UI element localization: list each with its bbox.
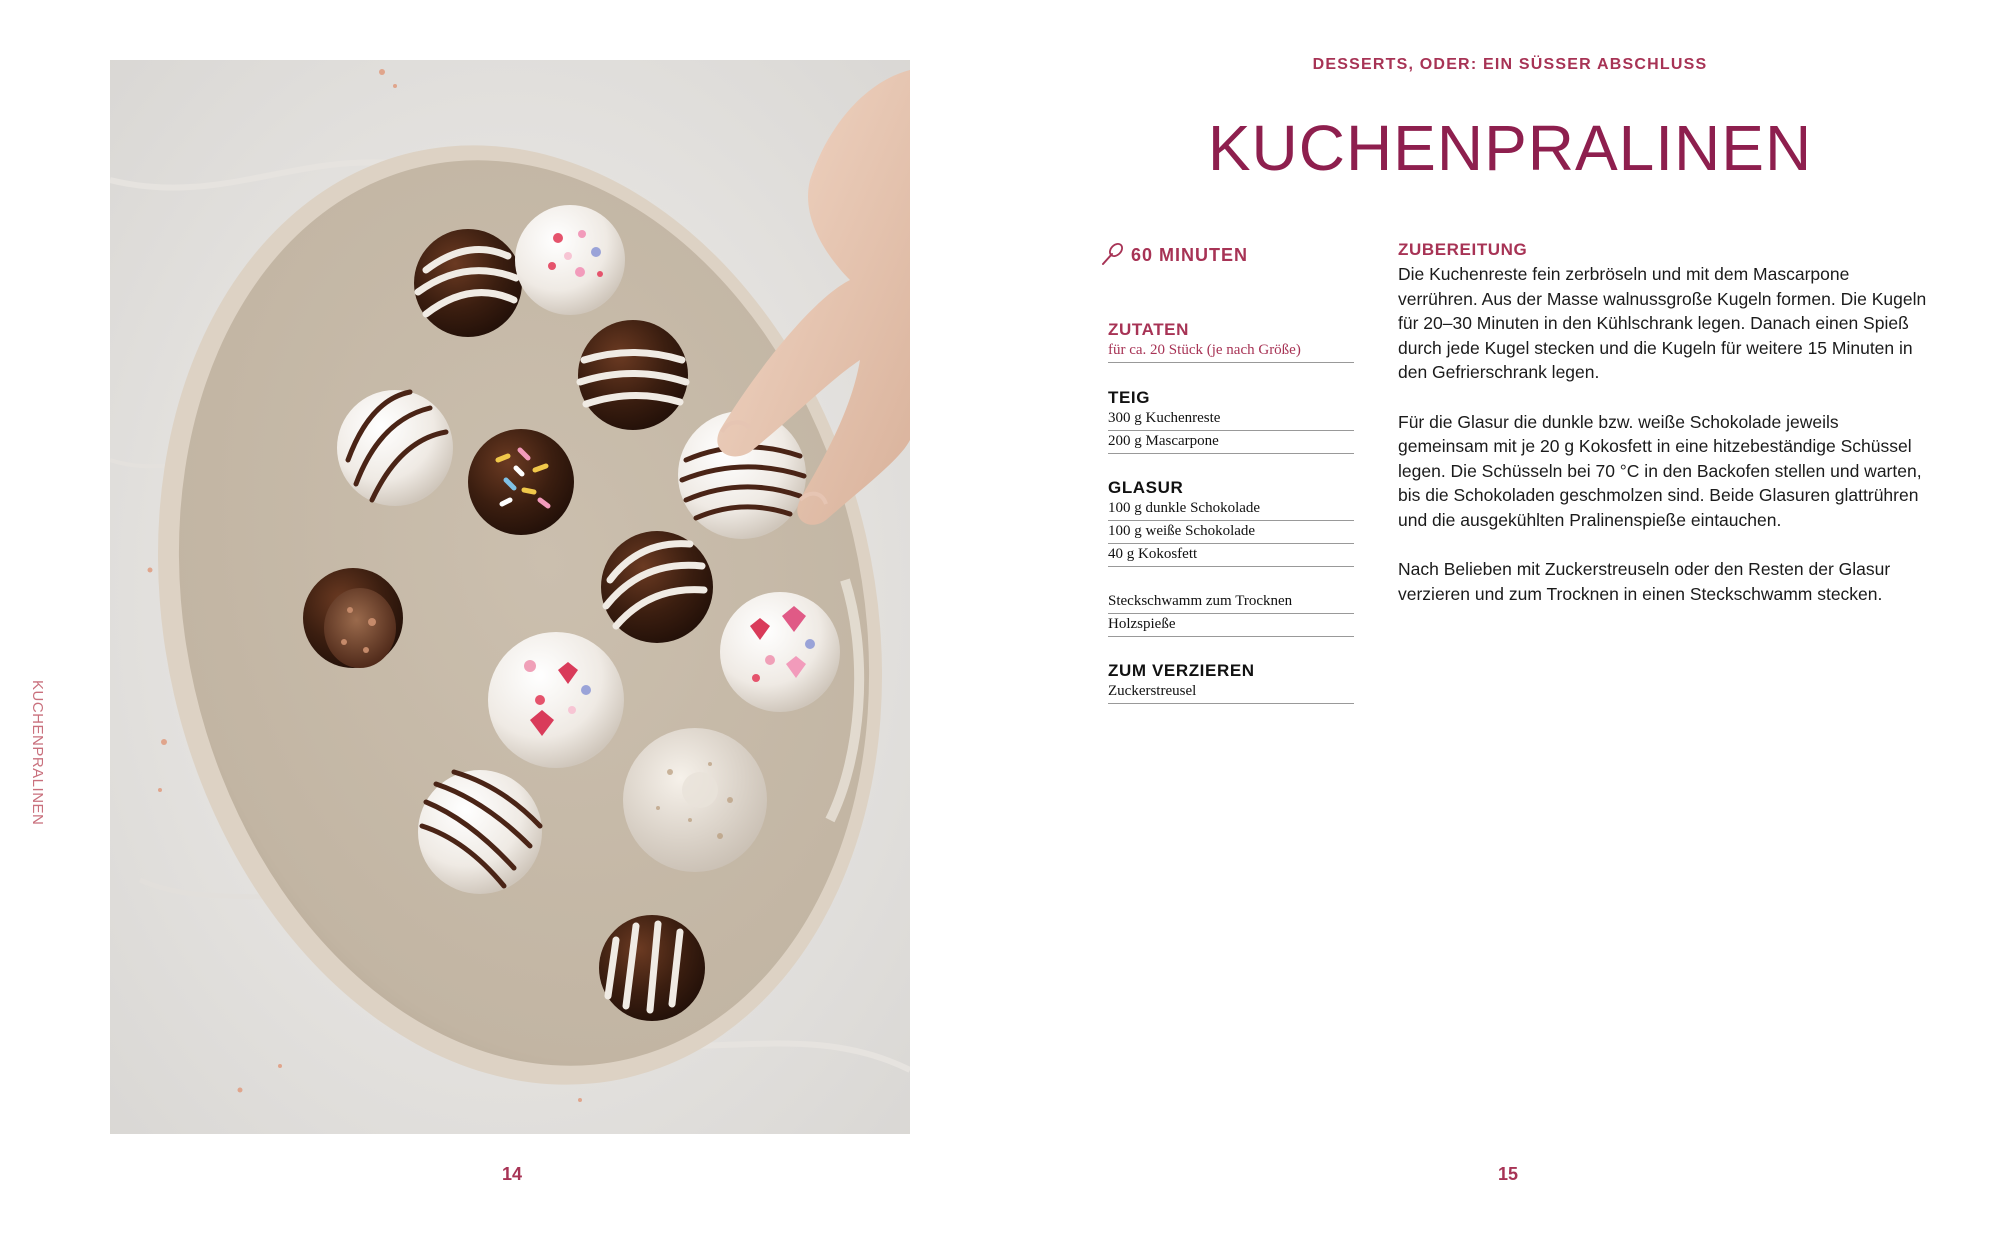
ingredients-column [1108, 320, 1354, 704]
praline-dark-striped [414, 229, 522, 337]
verzieren-heading: ZUM VERZIEREN [1108, 661, 1255, 680]
praline-sugar-coated [623, 728, 767, 872]
page-number-right: 15 [1497, 1164, 1519, 1184]
whisk-icon [1099, 242, 1125, 268]
tool-item: Holzspieße [1108, 614, 1354, 637]
ingredient-item: 100 g weiße Schokolade [1108, 521, 1354, 544]
praline-white-striped [418, 770, 542, 894]
cooking-time-label: 60 MINUTEN [1131, 244, 1249, 265]
praline-dark-striped [578, 320, 688, 430]
ingredient-item: 300 g Kuchenreste [1108, 408, 1354, 431]
ingredient-item: 200 g Mascarpone [1108, 431, 1354, 454]
teig-heading: TEIG [1108, 388, 1151, 407]
glasur-heading: GLASUR [1108, 478, 1184, 497]
praline-dark-sprinkles [468, 429, 574, 535]
recipe-title: KUCHENPRALINEN [1207, 112, 1813, 184]
side-running-title: KUCHENPRALINEN [29, 680, 46, 826]
tool-item: Steckschwamm zum Trocknen [1108, 591, 1354, 614]
preparation-column [1398, 238, 1928, 631]
chapter-heading: DESSERTS, ODER: EIN SÜSSER ABSCHLUSS [1312, 56, 1708, 73]
praline-dark-striped [599, 915, 705, 1021]
page-number-left: 14 [501, 1164, 523, 1184]
ingredients-heading: ZUTATEN [1108, 320, 1189, 339]
preparation-paragraph: Nach Belieben mit Zuckerstreuseln oder den Resten der Glasur verzieren und zum Trocknen in einen Steckschwamm stecken. [1398, 559, 1891, 604]
praline-white-sprinkles [720, 592, 840, 712]
praline-white-sprinkles [515, 205, 625, 315]
praline-white-striped [337, 390, 453, 506]
ingredient-item: 40 g Kokosfett [1108, 544, 1354, 567]
praline-white-sprinkles [488, 632, 624, 768]
cooking-time [1099, 242, 1248, 268]
ingredient-item: 100 g dunkle Schokolade [1108, 498, 1354, 521]
preparation-heading: ZUBEREITUNG [1398, 240, 1528, 259]
servings-note: für ca. 20 Stück (je nach Größe) [1108, 342, 1354, 363]
praline-bitten [303, 568, 403, 668]
preparation-paragraph: Die Kuchenreste fein zerbröseln und mit dem Mascarpone verrühren. Aus der Masse walnussgroße Kugeln formen. Die Kugeln für 20–30 Minuten in den Kühlschrank legen. Danach einen Spieß durch jede Kugel stecken und die Kugeln für weitere 15 Minuten in den Gefrierschrank legen. [1398, 264, 1927, 383]
ingredient-item: Zuckerstreusel [1108, 681, 1354, 704]
preparation-paragraph: Für die Glasur die dunkle bzw. weiße Schokolade jeweils gemeinsam mit je 20 g Kokosfett in eine hitzebeständige Schüssel legen. Die Schüsseln bei 70 °C in den Backofen stellen und warten, bis die Schokoladen geschmolzen sind. Beide Glasuren glattrühren und die ausgekühlten Pralinenspieße eintauchen. [1398, 411, 1922, 530]
recipe-photo [110, 60, 910, 1134]
praline-dark-striped [601, 531, 713, 643]
